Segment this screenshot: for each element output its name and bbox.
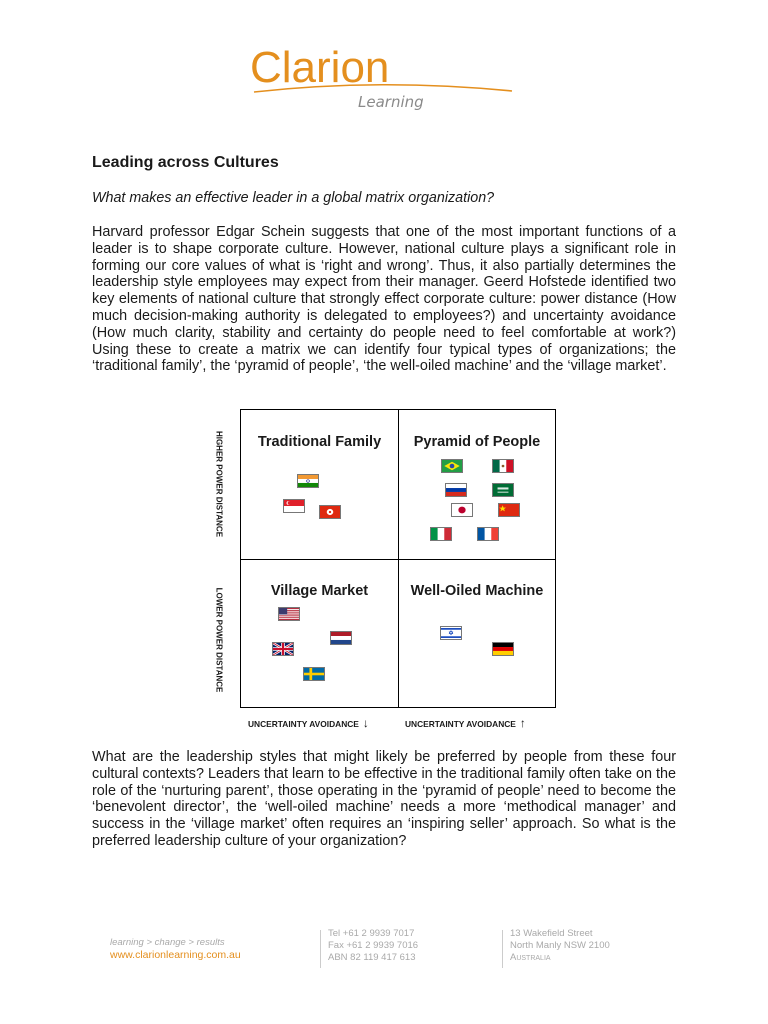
footer-contact [328, 928, 418, 964]
israel-flag-icon [440, 626, 462, 640]
china-flag-icon [498, 503, 520, 517]
page-subtitle: What makes an effective leader in a global matrix organization? [92, 190, 495, 206]
footer-street: 13 Wakefield Street [510, 928, 593, 939]
clarion-learning-logo [250, 48, 520, 118]
arrow-up-icon: ↑ [519, 716, 526, 730]
japan-flag-icon [451, 503, 473, 517]
quadrant-well-oiled-machine-label: Well-Oiled Machine [410, 583, 544, 599]
logo-wordmark: Clarion [250, 48, 390, 92]
footer-divider [320, 930, 321, 968]
sweden-flag-icon [303, 667, 325, 681]
india-flag-icon [297, 474, 319, 488]
saudi-arabia-flag-icon [492, 483, 514, 497]
arrow-down-icon: ↓ [362, 716, 369, 730]
culture-matrix [240, 409, 556, 708]
footer-divider [502, 930, 503, 968]
footer-address [510, 928, 610, 964]
footer-tagline: learning > change > results [110, 937, 225, 948]
usa-flag-icon [278, 607, 300, 621]
logo-tagline: Learning [358, 93, 424, 111]
footer-suburb: North Manly NSW 2100 [510, 940, 610, 951]
footer-website-link[interactable]: www.clarionlearning.com.au [110, 949, 241, 961]
hong-kong-flag-icon [319, 505, 341, 519]
netherlands-flag-icon [330, 631, 352, 645]
axis-uncertainty-avoidance-high: UNCERTAINTY AVOIDANCE ↑ [405, 716, 526, 730]
axis-higher-power-distance: HIGHER POWER DISTANCE [214, 430, 223, 538]
quadrant-pyramid-of-people-label: Pyramid of People [413, 434, 541, 450]
quadrant-traditional-family-label: Traditional Family [257, 434, 382, 450]
italy-flag-icon [430, 527, 452, 541]
footer-tel: Tel +61 2 9939 7017 [328, 928, 415, 939]
quadrant-village-market-label: Village Market [270, 583, 369, 599]
footer-brand [110, 937, 241, 961]
footer-country: Australia [510, 952, 551, 963]
uk-flag-icon [272, 642, 294, 656]
footer-abn: ABN 82 119 417 613 [328, 952, 416, 963]
mexico-flag-icon [492, 459, 514, 473]
intro-paragraph: Harvard professor Edgar Schein suggests that one of the most important functions of a leader is to shape corporate culture. However, national culture plays a significant role in forming our core values of what is ‘right and wrong’. Thus, it also partially determines the leadership style employees may expect from their manager. Geerd Hofstede identified two key elements of national culture that strongly effect corporate culture: power distance (How much decision-making authority is delegated to employees?) and uncertainty avoidance (How much clarity, stability and certainty do people need to feel comfortable at work?) Using these to create a matrix we can identify four typical types of organizations; the ‘traditional family’, the ‘pyramid of people’, ‘the well-oiled machine’ and the ‘village market’. [92, 224, 676, 375]
brazil-flag-icon [441, 459, 463, 473]
axis-uncertainty-avoidance-low: UNCERTAINTY AVOIDANCE ↓ [248, 716, 369, 730]
france-flag-icon [477, 527, 499, 541]
page-title: Leading across Cultures [92, 154, 279, 171]
germany-flag-icon [492, 642, 514, 656]
footer-fax: Fax +61 2 9939 7016 [328, 940, 419, 951]
russia-flag-icon [445, 483, 467, 497]
axis-lower-power-distance: LOWER POWER DISTANCE [214, 587, 223, 693]
matrix-horizontal-divider [241, 559, 555, 560]
closing-paragraph: What are the leadership styles that might likely be preferred by people from these four cultural contexts? Leaders that learn to be effective in the traditional family often take on the role of the ‘nurturing parent’, those operating in the ‘pyramid of people’ need to become the ‘benevolent director’, the ‘well-oiled machine’ needs a more ‘methodical manager’ and success in the ‘village market’ often requires an ‘inspiring seller’ approach. So what is the preferred leadership culture of your organization? [92, 749, 676, 849]
singapore-flag-icon [283, 499, 305, 513]
